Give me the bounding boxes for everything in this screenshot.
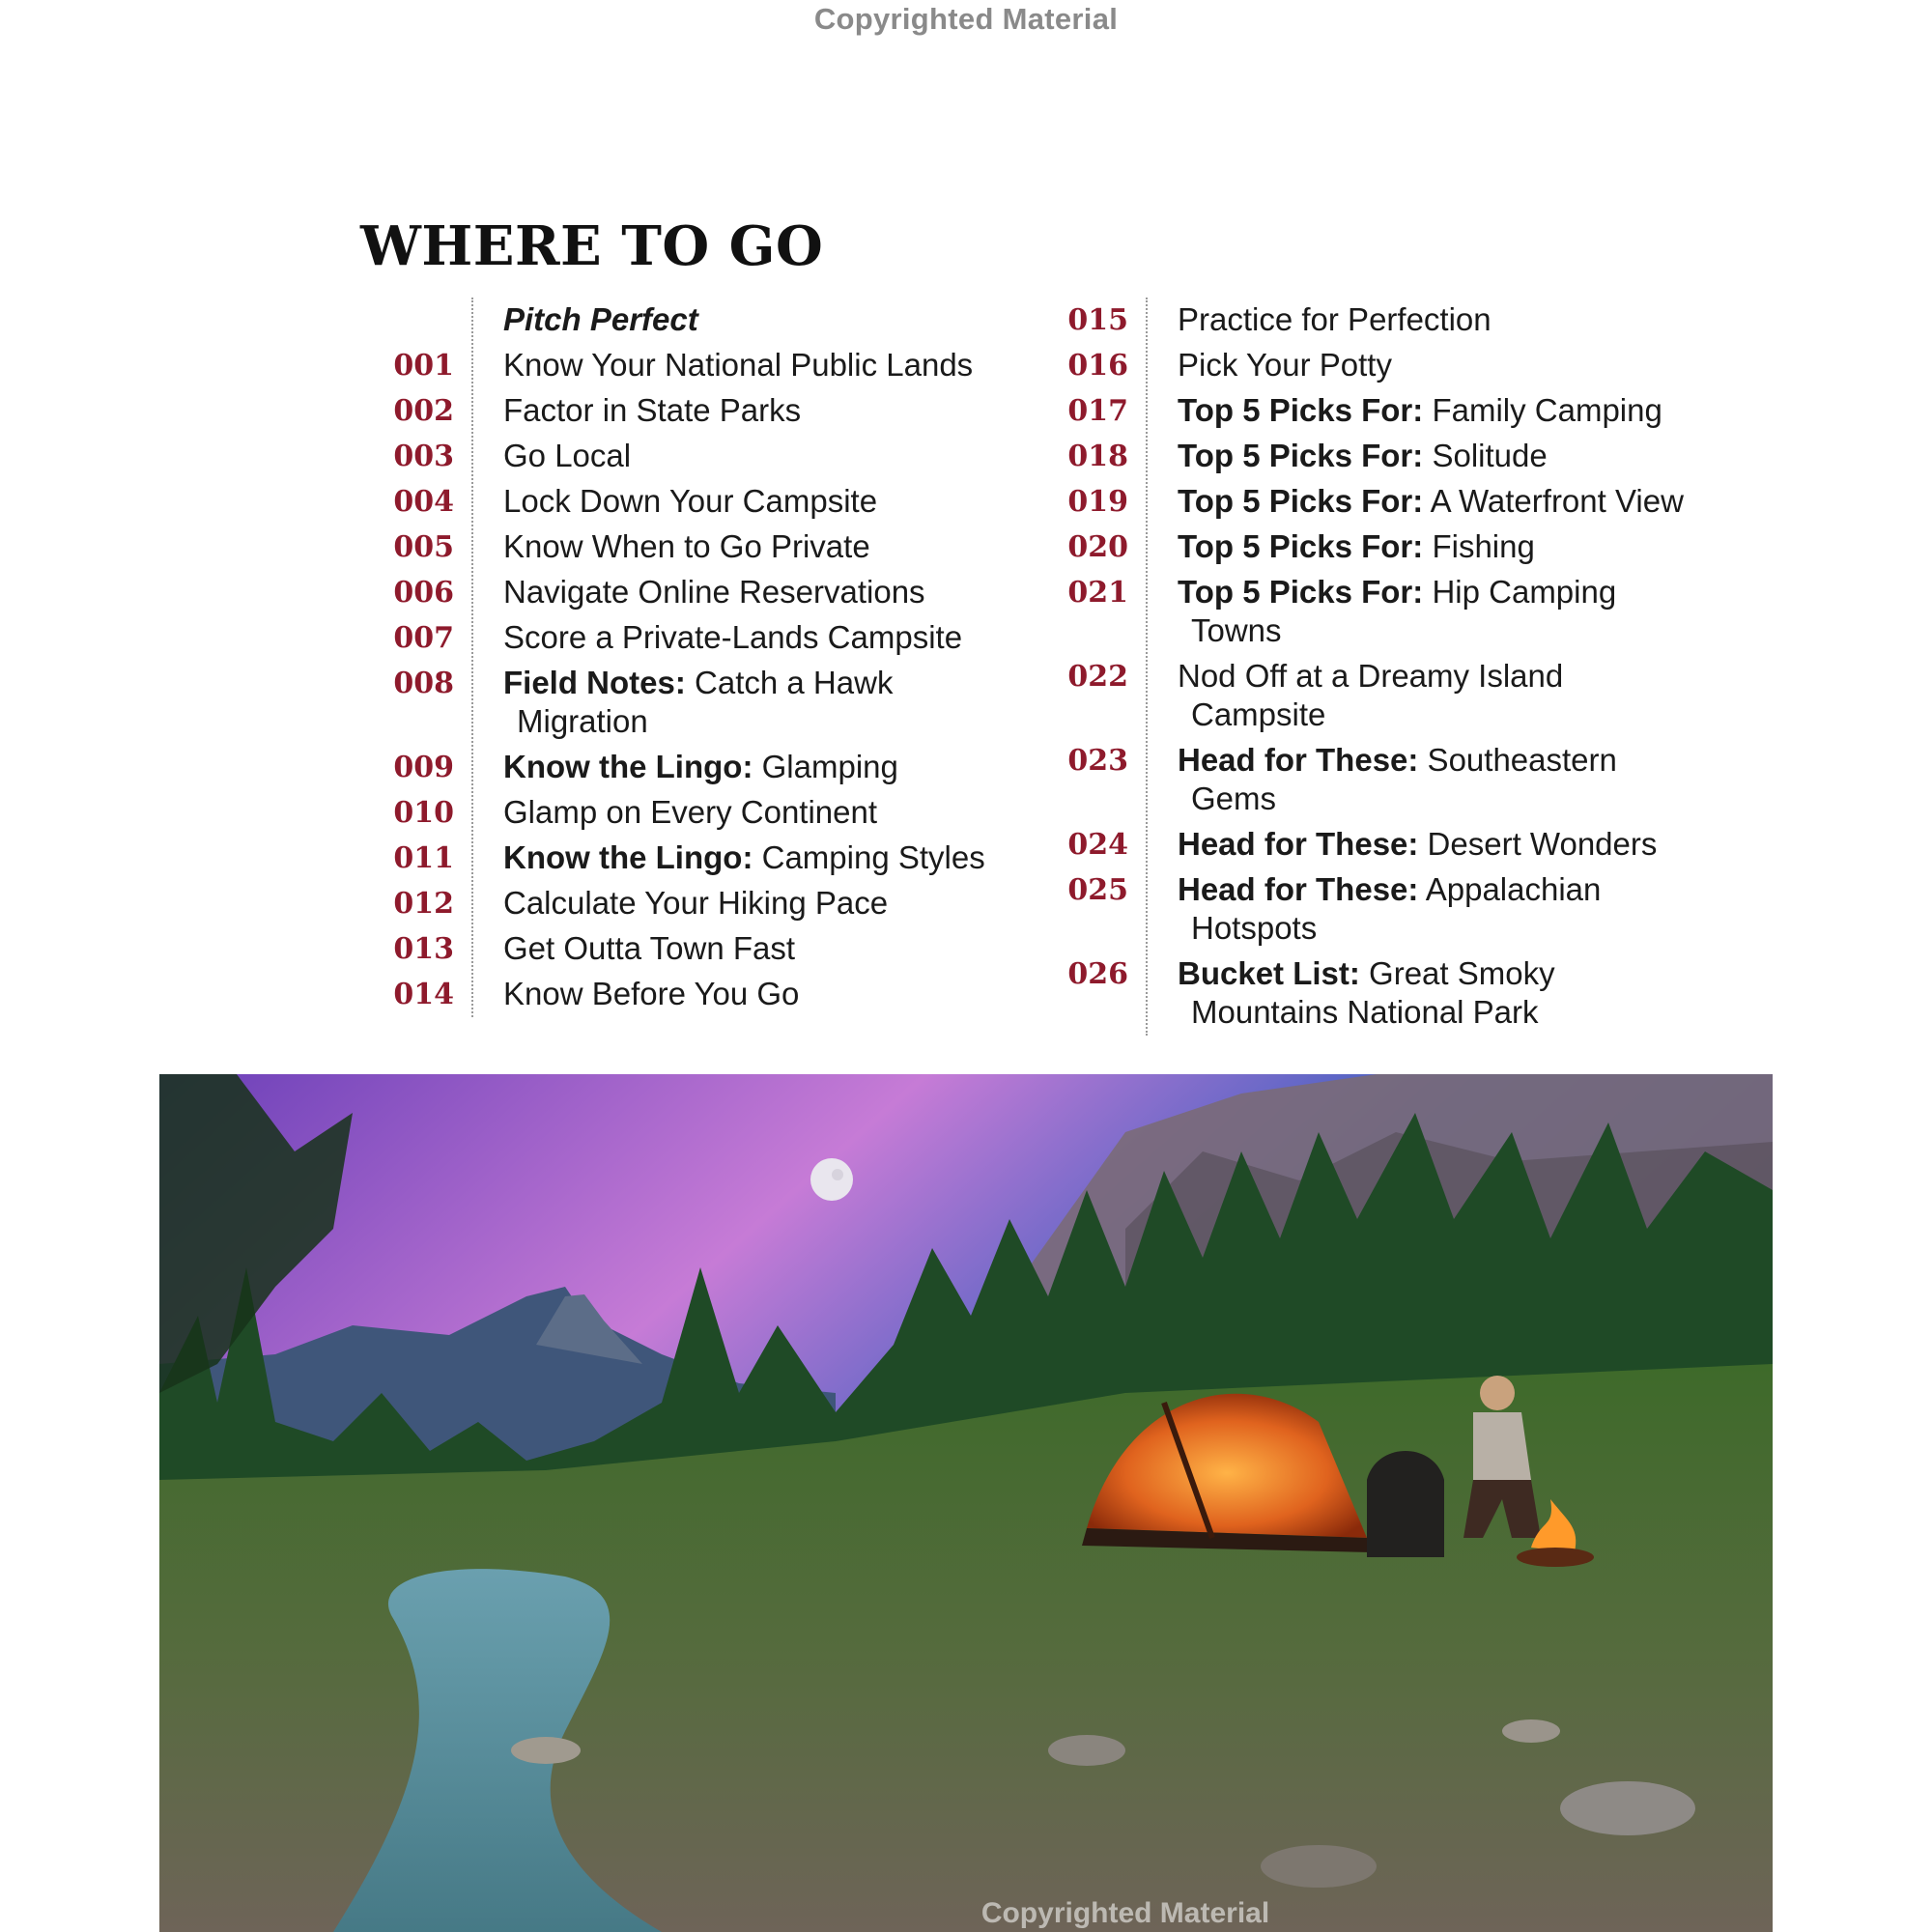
toc-entry-lead: Top 5 Picks For: (1178, 438, 1424, 473)
toc-entry-continuation: Hotspots (1191, 910, 1318, 946)
toc-entry-continuation: Towns (1191, 612, 1282, 648)
toc-entry (1022, 738, 1698, 822)
toc-entry-continuation: Campsite (1191, 696, 1326, 732)
toc-entry (1022, 654, 1698, 738)
toc-entry-lead: Head for These: (1178, 742, 1419, 778)
toc-entry-title (1178, 570, 1616, 654)
toc-entry-title (1178, 434, 1548, 479)
toc-entry-lead: Top 5 Picks For: (1178, 392, 1424, 428)
toc-entry-title (503, 881, 888, 926)
toc-entry (1022, 479, 1698, 525)
toc-entry-title (503, 298, 698, 343)
column-divider (471, 298, 473, 1017)
toc-entry-title (1178, 822, 1657, 867)
toc-entry-number: 005 (393, 530, 454, 564)
toc-entry-number: 003 (393, 440, 454, 473)
toc-entry-number: 023 (1067, 744, 1128, 778)
section-title: WHERE TO GO (360, 214, 824, 278)
toc-entry-text: Southeastern (1418, 742, 1617, 778)
toc-entry-text: Fishing (1423, 528, 1535, 564)
toc-entry (348, 661, 1005, 745)
toc-entry-lead: Field Notes: (503, 665, 686, 700)
campsite-photo (159, 1074, 1773, 1932)
toc-entry-text: A Waterfront View (1423, 483, 1684, 519)
toc-entry-title (503, 525, 870, 570)
toc-entry-text: Appalachian (1418, 871, 1602, 907)
toc-entry-text: Camping Styles (753, 839, 985, 875)
toc-entry-text: Family Camping (1423, 392, 1662, 428)
toc-entry-text: Solitude (1423, 438, 1548, 473)
toc-entry-number: 011 (393, 841, 454, 875)
toc-entry-number: 016 (1067, 349, 1128, 383)
toc-entry-text: Go Local (503, 438, 632, 473)
toc-entry-lead: Head for These: (1178, 871, 1419, 907)
toc-right-column (1022, 298, 1698, 1036)
toc-entry-number: 010 (393, 796, 454, 830)
toc-entry-title (503, 570, 925, 615)
toc-entry-text: Navigate Online Reservations (503, 574, 925, 610)
toc-entry (348, 343, 1005, 388)
toc-entry-text: Calculate Your Hiking Pace (503, 885, 889, 921)
toc-entry-text: Desert Wonders (1418, 826, 1658, 862)
toc-entry-title (503, 926, 795, 972)
toc-entry-text: Know When to Go Private (503, 528, 870, 564)
toc-entry-title (503, 615, 962, 661)
toc-entry-title (1178, 388, 1662, 434)
toc-entry-title (1178, 298, 1492, 343)
toc-entry-text: Lock Down Your Campsite (503, 483, 878, 519)
toc-entry-title (1178, 867, 1601, 952)
toc-entry-title (1178, 738, 1617, 822)
toc-entry-title (1178, 952, 1555, 1036)
toc-entry-number: 021 (1067, 576, 1128, 610)
toc-entry-lead: Top 5 Picks For: (1178, 528, 1424, 564)
toc-entry-text: Great Smoky (1359, 955, 1555, 991)
toc-entry-number: 013 (393, 932, 454, 966)
toc-entry-title (503, 972, 799, 1017)
toc-entry-title (1178, 479, 1684, 525)
toc-entry (1022, 343, 1698, 388)
toc-entry-text: Score a Private-Lands Campsite (503, 619, 963, 655)
toc-entry-text: Practice for Perfection (1178, 301, 1492, 337)
column-divider (1146, 298, 1148, 1036)
toc-entry-title (1178, 343, 1392, 388)
toc-entry-text: Hip Camping (1423, 574, 1617, 610)
toc-entry-lead: Know the Lingo: (503, 839, 753, 875)
toc-entry-lead: Top 5 Picks For: (1178, 483, 1424, 519)
toc-entry-text: Glamp on Every Continent (503, 794, 878, 830)
toc-entry-continuation: Mountains National Park (1191, 994, 1539, 1030)
toc-entry-lead: Head for These: (1178, 826, 1419, 862)
toc-entry (348, 570, 1005, 615)
toc-entry-text: Know Before You Go (503, 976, 800, 1011)
toc-entry-lead: Bucket List: (1178, 955, 1360, 991)
toc-entry-title (503, 479, 877, 525)
toc-entry (1022, 298, 1698, 343)
toc-entry-number: 018 (1067, 440, 1128, 473)
toc-section-heading (348, 298, 1005, 343)
toc-entry-lead: Know the Lingo: (503, 749, 753, 784)
toc-entry-number: 019 (1067, 485, 1128, 519)
toc-entry-title (1178, 654, 1563, 738)
toc-entry-text: Factor in State Parks (503, 392, 802, 428)
toc-entry-title (503, 434, 631, 479)
toc-entry (1022, 952, 1698, 1036)
toc-entry-number: 001 (393, 349, 454, 383)
toc-entry-title (503, 661, 893, 745)
toc-entry-number: 006 (393, 576, 454, 610)
toc-entry-title (503, 836, 985, 881)
toc-entry (348, 881, 1005, 926)
toc-entry (348, 745, 1005, 790)
toc-entry-number: 026 (1067, 957, 1128, 991)
toc-entry-number: 002 (393, 394, 454, 428)
toc-entry (348, 926, 1005, 972)
toc-entry (1022, 525, 1698, 570)
toc-entry (348, 479, 1005, 525)
toc-entry-title (503, 388, 801, 434)
toc-entry-number: 025 (1067, 873, 1128, 907)
toc-entry-number: 020 (1067, 530, 1128, 564)
toc-entry-number: 015 (1067, 303, 1128, 337)
toc-entry-text: Glamping (753, 749, 898, 784)
toc-entry (348, 388, 1005, 434)
toc-entry (348, 972, 1005, 1017)
toc-entry (348, 615, 1005, 661)
toc-entry-number: 024 (1067, 828, 1128, 862)
toc-entry-number: 009 (393, 751, 454, 784)
toc-entry-title (503, 745, 898, 790)
toc-entry (1022, 388, 1698, 434)
toc-entry-lead: Top 5 Picks For: (1178, 574, 1424, 610)
toc-entry-text: Get Outta Town Fast (503, 930, 796, 966)
toc-entry-number: 014 (393, 978, 454, 1011)
toc-left-column (348, 298, 1005, 1017)
copyright-watermark-top: Copyrighted Material (813, 2, 1119, 36)
toc-entry-number: 008 (393, 667, 454, 700)
toc-entry-number: 022 (1067, 660, 1128, 694)
toc-entry (348, 790, 1005, 836)
toc-entry (1022, 434, 1698, 479)
toc-entry-title (503, 343, 973, 388)
copyright-watermark-bottom: Copyrighted Material (980, 1897, 1270, 1929)
toc-entry-number: 012 (393, 887, 454, 921)
toc-entry-text: Catch a Hawk (685, 665, 894, 700)
toc-entry-number: 017 (1067, 394, 1128, 428)
toc-entry (348, 525, 1005, 570)
toc-entry-number: 007 (393, 621, 454, 655)
toc-entry (1022, 570, 1698, 654)
toc-entry-title (1178, 525, 1535, 570)
toc-entry-text: Pick Your Potty (1178, 347, 1392, 383)
toc-entry-number: 004 (393, 485, 454, 519)
toc-entry-text: Know Your National Public Lands (503, 347, 974, 383)
toc-entry (348, 434, 1005, 479)
toc-entry (1022, 867, 1698, 952)
toc-entry (348, 836, 1005, 881)
toc-entry-continuation: Gems (1191, 781, 1277, 816)
toc-entry-continuation: Migration (517, 703, 648, 739)
toc-entry-text: Pitch Perfect (503, 301, 698, 337)
toc-entry-text: Nod Off at a Dreamy Island (1178, 658, 1564, 694)
toc-entry (1022, 822, 1698, 867)
toc-entry-title (503, 790, 877, 836)
